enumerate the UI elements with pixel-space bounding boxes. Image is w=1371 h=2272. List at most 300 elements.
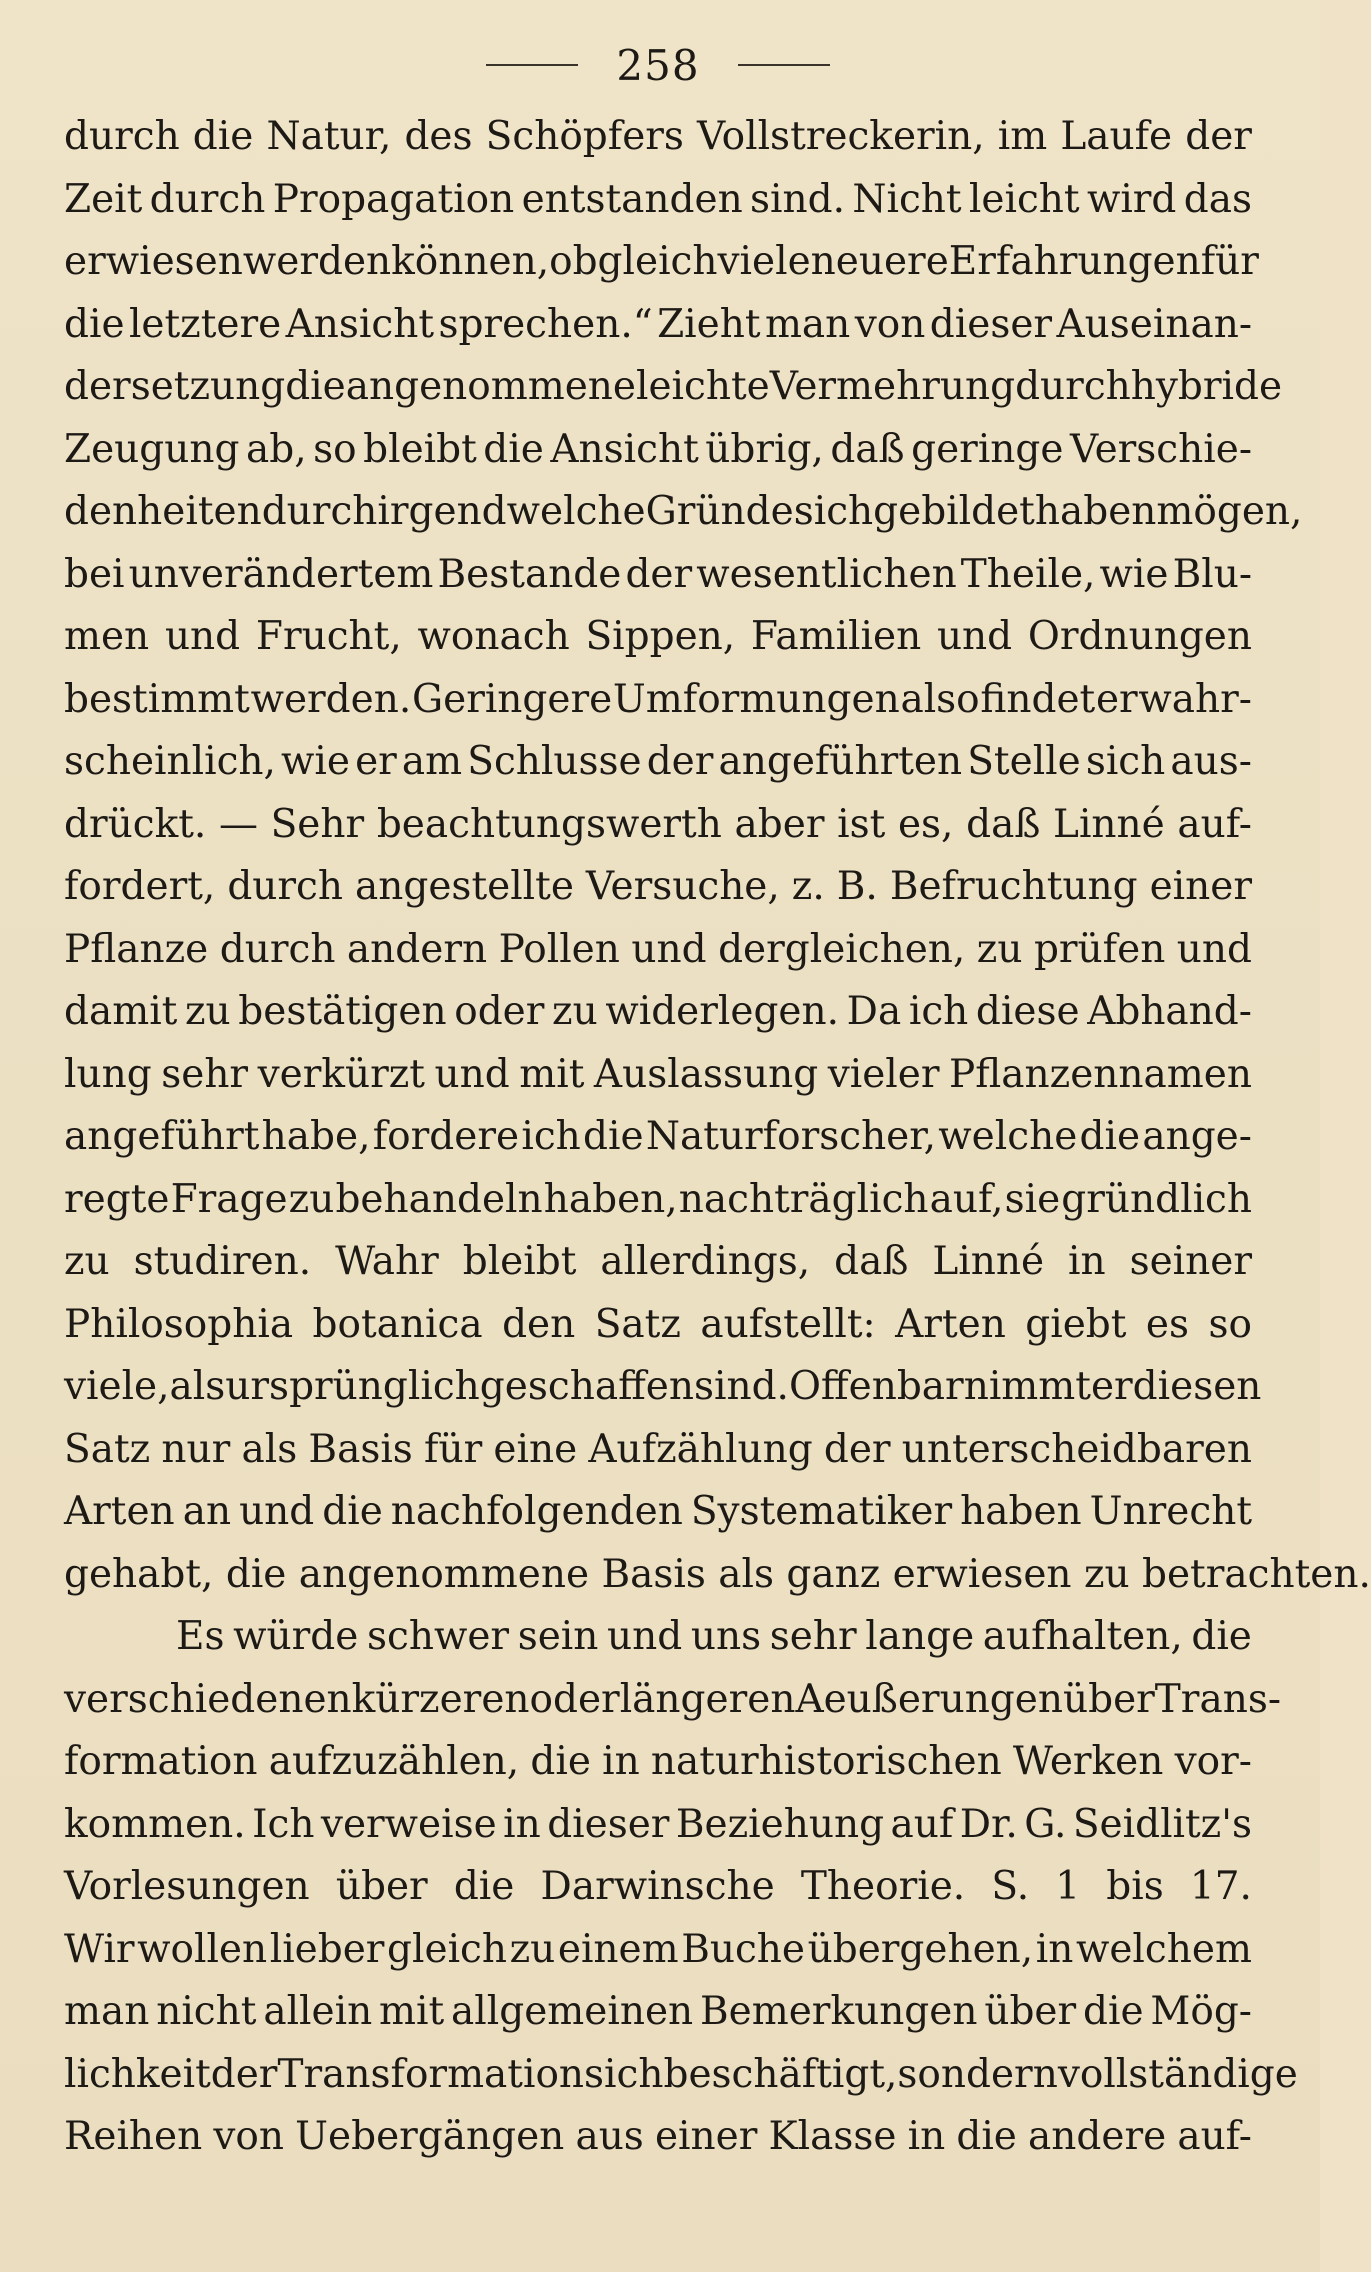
word: kürzeren: [351, 1676, 530, 1722]
word: es,: [897, 801, 954, 847]
text-line: [64, 1231, 1252, 1294]
word: Satz: [594, 1301, 681, 1347]
word: die: [1083, 1989, 1144, 2034]
word: bestätigen: [238, 989, 447, 1034]
word: Zieht: [657, 301, 761, 347]
word: oder: [454, 989, 545, 1034]
word: Naturforscher,: [645, 1114, 937, 1159]
word: —: [218, 801, 258, 847]
word: verschiedenen: [64, 1676, 352, 1722]
word: das: [1183, 176, 1252, 222]
word: obgleich: [549, 239, 718, 284]
word: drückt.: [64, 801, 207, 847]
word: letztere: [128, 301, 282, 347]
word: Auseinan-: [1056, 301, 1252, 347]
text-line: [64, 919, 1252, 982]
text-line: [64, 169, 1252, 232]
word: Erfahrungen: [948, 239, 1201, 284]
text-line: [64, 856, 1252, 919]
word: sein: [517, 1614, 599, 1659]
word: diesen: [1132, 1364, 1262, 1409]
word: sind.: [750, 176, 845, 222]
word: die: [322, 1489, 383, 1534]
word: Arten: [895, 1301, 1006, 1347]
word: der: [210, 2051, 278, 2097]
word: eine: [493, 1426, 578, 1472]
word: lichkeit: [64, 2051, 211, 2097]
word: Familien: [750, 614, 922, 659]
word: aber: [734, 801, 825, 847]
word: und: [1176, 926, 1252, 972]
word: Schlusse: [467, 739, 642, 784]
word: Propagation: [272, 176, 515, 222]
word: als: [241, 1426, 298, 1472]
word: Abhand-: [1087, 989, 1252, 1034]
word: aus: [575, 2114, 644, 2159]
word: für: [1200, 239, 1259, 284]
word: Natur,: [266, 114, 392, 159]
word: Mög-: [1150, 1989, 1252, 2034]
word: Wir: [64, 1926, 135, 1972]
word: Zeit: [64, 176, 143, 222]
word: unverändertem: [128, 551, 434, 597]
text-line: [64, 1794, 1252, 1857]
text-line: [64, 1731, 1252, 1794]
text-line: [64, 794, 1252, 857]
word: sondern: [897, 2051, 1058, 2097]
word: botanica: [312, 1301, 483, 1347]
word: haben,: [543, 1176, 678, 1222]
text-line: [64, 1669, 1282, 1732]
word: ange-: [1142, 1114, 1252, 1159]
word: sehr: [769, 1614, 857, 1659]
word: allerdings,: [600, 1239, 811, 1284]
word: als: [169, 1364, 226, 1409]
word: scheinlich,: [64, 739, 276, 784]
word: Ansicht: [285, 301, 435, 347]
word: ab,: [245, 426, 307, 472]
word: die: [64, 301, 125, 347]
word: wie: [1099, 551, 1169, 597]
word: die: [956, 2114, 1017, 2159]
word: wie: [281, 739, 350, 784]
word: wollen: [137, 1926, 268, 1972]
word: haben: [960, 1489, 1082, 1534]
text-line: [64, 2044, 1298, 2107]
word: also: [900, 676, 980, 722]
word: mit: [519, 1051, 585, 1097]
text-line: [64, 544, 1252, 607]
body-text: [64, 106, 1371, 2169]
word: men: [64, 614, 150, 659]
word: Linné: [932, 1239, 1045, 1284]
word: Ordnungen: [1027, 614, 1252, 659]
word: von: [213, 2114, 285, 2159]
word: sich: [793, 489, 874, 534]
word: wesentlichen: [696, 551, 957, 597]
word: Bestande: [437, 551, 622, 597]
word: die: [1191, 1614, 1252, 1659]
text-line: [64, 231, 1259, 294]
word: in: [1035, 1926, 1074, 1972]
word: es: [1145, 1301, 1189, 1347]
word: B.: [836, 864, 878, 909]
word: verweise: [320, 1801, 497, 1847]
word: Linné: [1053, 801, 1165, 847]
word: Klasse: [768, 2114, 897, 2159]
word: angeführt: [64, 1114, 260, 1159]
word: Sehr: [270, 801, 365, 847]
word: Uebergängen: [295, 2114, 565, 2159]
word: daß: [966, 801, 1041, 847]
text-line: [64, 294, 1252, 357]
word: nicht: [156, 1989, 257, 2034]
word: zu: [552, 989, 598, 1034]
word: Frage: [170, 1176, 288, 1222]
word: nur: [161, 1426, 231, 1472]
word: Arten: [64, 1489, 175, 1534]
text-line: [64, 606, 1252, 669]
word: lung: [64, 1051, 152, 1097]
word: seiner: [1129, 1239, 1252, 1284]
text-line: [64, 731, 1252, 794]
word: S.: [991, 1864, 1030, 1909]
word: habe,: [261, 1114, 371, 1159]
word: Satz: [64, 1426, 151, 1472]
word: vollständige: [1057, 2051, 1298, 2097]
word: Vorlesungen: [64, 1864, 310, 1909]
word: Darwinsche: [540, 1864, 775, 1909]
word: dersetzung: [64, 364, 286, 409]
word: geringe: [911, 426, 1064, 472]
word: über: [984, 1989, 1077, 2034]
text-line: [64, 106, 1252, 169]
word: welchem: [1075, 1926, 1252, 1972]
word: der: [823, 1426, 891, 1472]
text-line: [64, 419, 1252, 482]
word: Versuche,: [585, 864, 780, 909]
word: Beziehung: [675, 1801, 885, 1847]
word: fordert,: [64, 864, 216, 909]
word: Ich: [252, 1801, 315, 1847]
word: die: [583, 1114, 644, 1159]
text-line: [64, 1481, 1252, 1544]
word: andere: [1028, 2114, 1167, 2159]
text-line: [64, 1856, 1252, 1919]
word: allein: [263, 1989, 373, 2034]
word: dieser: [929, 301, 1053, 347]
word: Es: [176, 1614, 225, 1659]
word: behandeln: [335, 1176, 543, 1222]
word: 1: [1055, 1864, 1081, 1909]
word: betrachten.: [1142, 1551, 1371, 1597]
word: wahr-: [1138, 676, 1252, 722]
word: sehr: [161, 1051, 249, 1097]
word: in: [602, 1739, 640, 1784]
word: gebildet: [873, 489, 1035, 534]
word: regte: [64, 1176, 170, 1222]
word: sprechen.“: [438, 301, 653, 347]
word: aufhalten,: [982, 1614, 1183, 1659]
word: Ansicht: [550, 426, 699, 472]
word: erwiesen: [892, 1551, 1084, 1597]
word: und: [936, 614, 1013, 659]
word: am: [401, 739, 463, 784]
word: er: [355, 739, 397, 784]
word: vor-: [1174, 1739, 1252, 1784]
word: angenommene: [345, 364, 636, 409]
word: einer: [654, 2114, 758, 2159]
word: bis: [1106, 1864, 1164, 1909]
word: leicht: [968, 176, 1080, 222]
word: beschäftigt,: [663, 2051, 898, 2097]
word: Vollstreckerin,: [697, 114, 985, 159]
word: auf,: [929, 1176, 1004, 1222]
word: aufzuzählen,: [268, 1739, 520, 1784]
word: Bemerkungen: [700, 1989, 978, 2034]
word: beachtungswerth: [376, 801, 722, 847]
word: ich: [908, 989, 969, 1034]
word: würde: [233, 1614, 359, 1659]
word: nachträglich: [678, 1176, 929, 1222]
word: Transformation: [277, 2051, 585, 2097]
word: nimmt: [963, 1364, 1091, 1409]
word: Philosophia: [64, 1301, 294, 1347]
word: vieler: [827, 1051, 940, 1097]
word: naturhistorischen: [650, 1739, 1002, 1784]
word: Blu-: [1172, 551, 1252, 597]
text-line: [64, 1544, 1371, 1607]
word: viele,: [64, 1364, 170, 1409]
header-rule-right: [738, 64, 830, 66]
word: längeren: [619, 1676, 796, 1722]
word: uns: [690, 1614, 762, 1659]
word: Pollen: [498, 926, 620, 972]
word: Frucht,: [255, 614, 402, 659]
word: entstanden: [521, 176, 743, 222]
word: er: [1095, 676, 1138, 722]
text-line: [64, 669, 1252, 732]
word: übergehen,: [807, 1926, 1034, 1972]
word: zu: [184, 989, 231, 1034]
word: und: [239, 1489, 315, 1534]
word: Verschie-: [1069, 426, 1252, 472]
text-line: [64, 481, 1303, 544]
word: Schöpfers: [485, 114, 684, 159]
word: geschaffen: [479, 1364, 694, 1409]
word: wonach: [417, 614, 570, 659]
word: können,: [391, 239, 550, 284]
word: Sippen,: [585, 614, 736, 659]
word: formation: [64, 1739, 258, 1784]
text-line: [64, 1919, 1252, 1982]
word: mit: [379, 1989, 445, 2034]
word: widerlegen.: [605, 989, 840, 1034]
word: und: [607, 1614, 683, 1659]
word: daß: [830, 426, 905, 472]
word: denheiten: [64, 489, 262, 534]
word: Da: [846, 989, 902, 1034]
word: neuere: [810, 239, 949, 284]
word: der: [625, 551, 693, 597]
word: werden.: [250, 676, 412, 722]
word: gleich: [387, 1926, 507, 1972]
word: in: [907, 2114, 946, 2159]
word: der: [646, 739, 714, 784]
word: werden: [242, 239, 392, 284]
word: nachfolgenden: [390, 1489, 683, 1534]
word: Auslassung: [593, 1051, 819, 1097]
word: Wahr: [335, 1239, 439, 1284]
word: der: [1185, 114, 1252, 159]
word: er: [1090, 1364, 1133, 1409]
word: andern: [346, 926, 488, 972]
word: die: [530, 1739, 591, 1784]
word: und: [434, 1051, 510, 1097]
word: durch: [219, 926, 336, 972]
word: viele: [717, 239, 811, 284]
word: angeführten: [718, 739, 963, 784]
word: Geringere: [411, 676, 613, 722]
word: mögen,: [1156, 489, 1303, 534]
word: Pflanzennamen: [949, 1051, 1252, 1097]
word: diese: [975, 989, 1080, 1034]
word: sind.: [693, 1364, 789, 1409]
text-line: [64, 2106, 1252, 2169]
word: in: [1068, 1239, 1106, 1284]
word: sie: [1004, 1176, 1061, 1222]
word: durch: [261, 489, 378, 534]
word: oder: [529, 1676, 620, 1722]
word: ursprünglich: [225, 1364, 480, 1409]
word: Dr.: [959, 1801, 1018, 1847]
text-line: [64, 1106, 1252, 1169]
word: Werken: [1012, 1739, 1164, 1784]
word: Befruchtung: [889, 864, 1138, 909]
word: studiren.: [133, 1239, 312, 1284]
word: Theorie.: [800, 1864, 966, 1909]
word: Buche: [681, 1926, 806, 1972]
word: Nicht: [852, 176, 962, 222]
word: von: [854, 301, 926, 347]
word: ich: [521, 1114, 581, 1159]
word: leichte: [636, 364, 770, 409]
word: die: [285, 364, 346, 409]
word: lange: [865, 1614, 975, 1659]
word: die: [1079, 1114, 1141, 1159]
word: man: [764, 301, 851, 347]
word: zu: [64, 1239, 110, 1284]
word: giebt: [1025, 1301, 1127, 1347]
word: sich: [1085, 739, 1166, 784]
word: des: [404, 114, 473, 159]
word: so: [313, 426, 357, 472]
word: als: [718, 1551, 787, 1597]
word: kommen.: [64, 1801, 246, 1847]
word: daß: [834, 1239, 909, 1284]
text-line: [64, 1981, 1252, 2044]
word: Umformungen: [612, 676, 900, 722]
word: welche: [938, 1114, 1078, 1159]
word: gehabt,: [64, 1551, 226, 1597]
word: erwiesen: [64, 239, 243, 284]
word: Systematiker: [690, 1489, 953, 1534]
word: die: [192, 114, 254, 159]
text-line: [64, 1044, 1252, 1107]
word: die: [225, 1551, 299, 1597]
word: in: [503, 1801, 541, 1847]
word: man: [64, 1989, 150, 2034]
word: einem: [557, 1926, 679, 1972]
word: wird: [1086, 176, 1177, 222]
word: angestellte: [355, 864, 574, 909]
word: Pflanze: [64, 926, 209, 972]
word: Reihen: [64, 2114, 203, 2159]
word: 17.: [1189, 1864, 1252, 1909]
word: so: [1208, 1301, 1252, 1347]
word: durch: [227, 864, 344, 909]
word: Trans-: [1154, 1676, 1282, 1722]
word: übrig,: [705, 426, 824, 472]
word: Vermehrung: [769, 364, 1016, 409]
word: Zeugung: [64, 426, 240, 472]
word: dieser: [547, 1801, 670, 1847]
text-line: [64, 1294, 1252, 1357]
word: zu: [976, 926, 1023, 972]
word: welche: [506, 489, 646, 534]
word: Offenbar: [788, 1364, 964, 1409]
word: bleibt: [363, 426, 477, 472]
word: auf: [890, 1801, 954, 1847]
word: die: [453, 1864, 515, 1909]
word: Laufe: [1060, 114, 1173, 159]
word: hybride: [1130, 364, 1283, 409]
word: den: [502, 1301, 576, 1347]
word: Aeußerungen: [795, 1676, 1063, 1722]
word: irgend: [377, 489, 507, 534]
text-line: [64, 981, 1252, 1044]
text-line: [64, 1169, 1252, 1232]
word: für: [424, 1426, 483, 1472]
word: allgemeinen: [451, 1989, 694, 2034]
text-line: [64, 1356, 1262, 1419]
word: zu: [509, 1926, 556, 1972]
word: Basis: [601, 1551, 719, 1597]
word: durch: [149, 176, 266, 222]
text-line: [64, 1419, 1252, 1482]
header-rule-left: [486, 64, 578, 66]
word: G.: [1024, 1801, 1067, 1847]
word: bestimmt: [64, 676, 250, 722]
word: bei: [64, 551, 125, 597]
word: angenommene: [298, 1551, 602, 1597]
text-line: [64, 1606, 1252, 1669]
word: Gründe: [645, 489, 794, 534]
word: verkürzt: [257, 1051, 425, 1097]
word: ganz: [786, 1551, 893, 1597]
word: im: [997, 114, 1048, 159]
word: ist: [837, 801, 886, 847]
word: fordere: [372, 1114, 520, 1159]
word: und: [164, 614, 241, 659]
word: an: [182, 1489, 232, 1534]
page-header: [64, 30, 1252, 100]
word: aus-: [1170, 739, 1252, 784]
word: unterscheidbaren: [901, 1426, 1252, 1472]
word: über: [1062, 1676, 1155, 1722]
word: lieber: [269, 1926, 385, 1972]
word: damit: [64, 989, 178, 1034]
